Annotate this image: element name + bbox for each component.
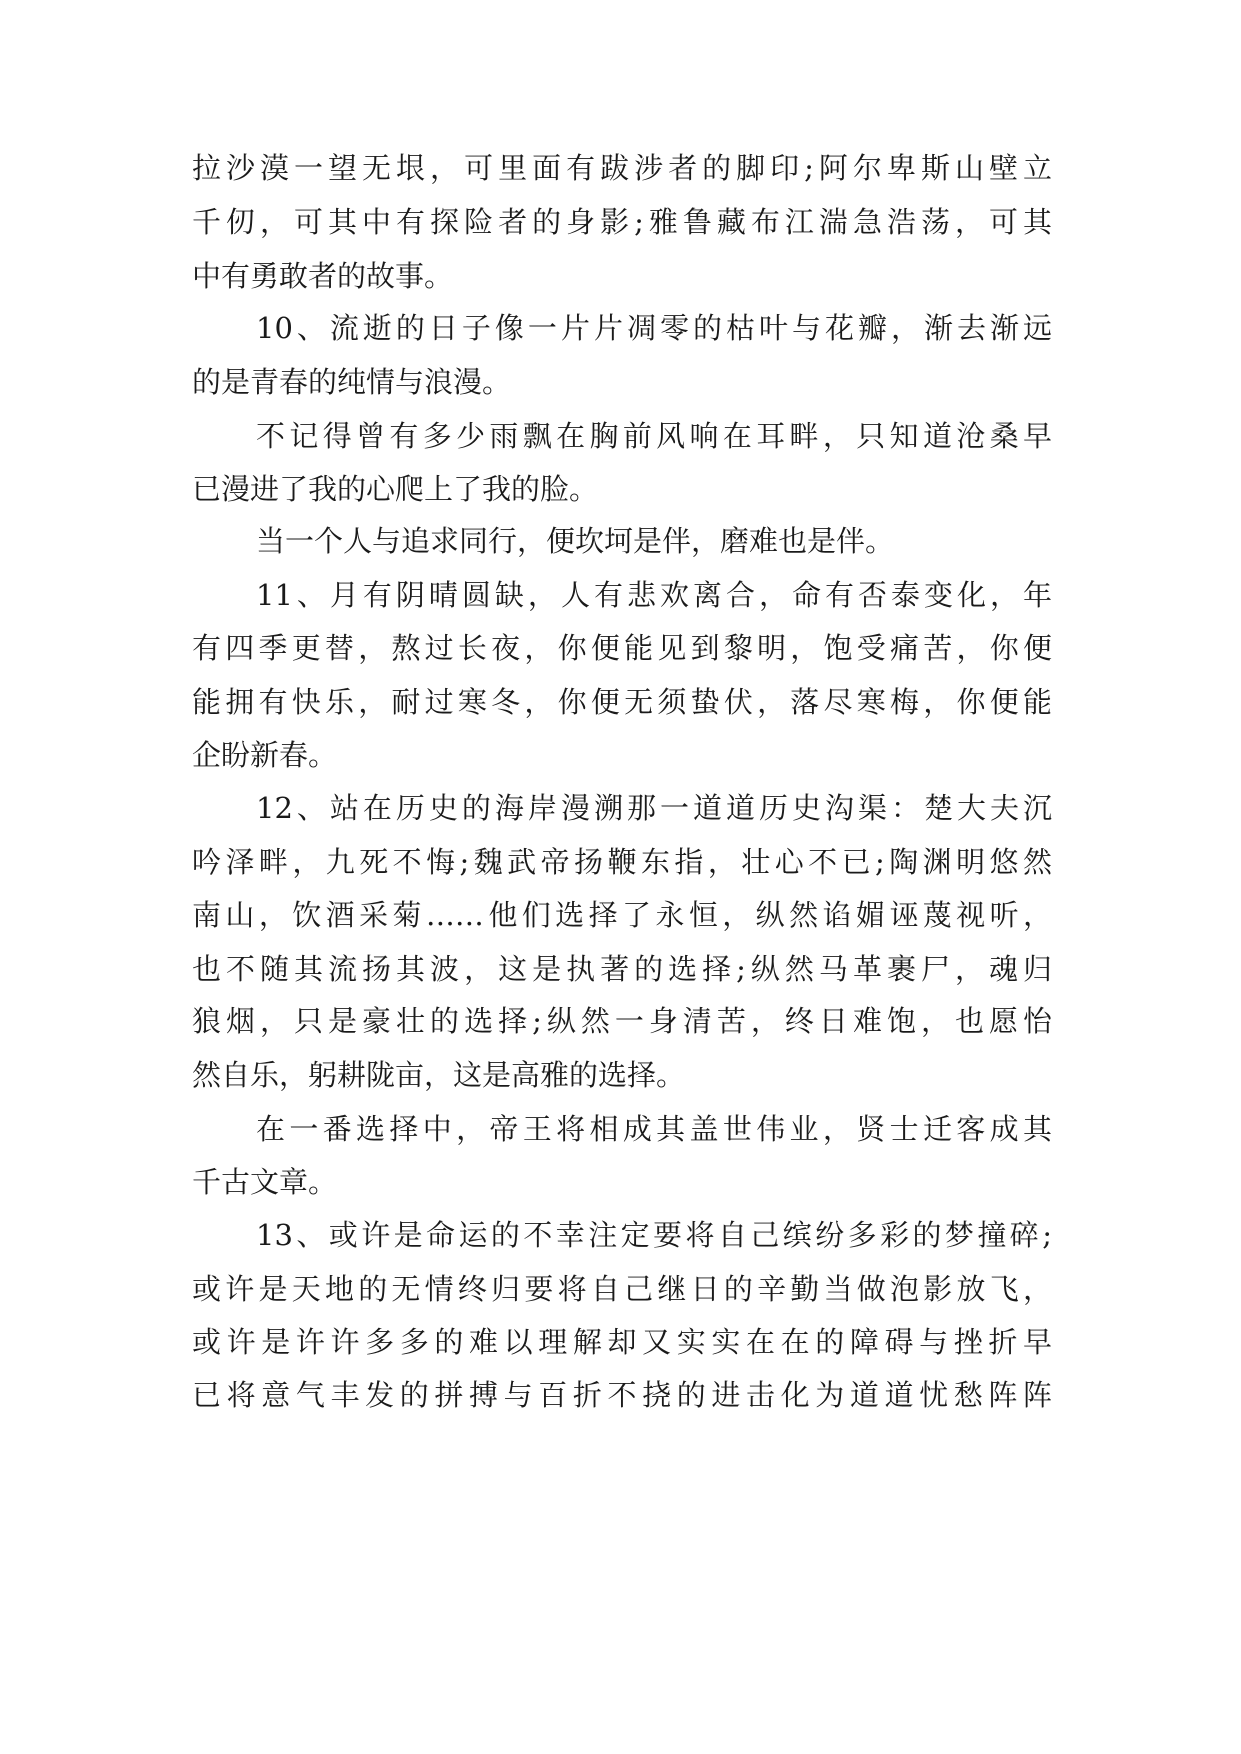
text-line: 已将意气丰发的拼搏与百折不挠的进击化为道道忧愁阵阵 xyxy=(192,1378,1052,1412)
text-line: 13、或许是命运的不幸注定要将自己缤纷多彩的梦撞碎; xyxy=(256,1218,1052,1252)
text-line: 南山，饮酒采菊……他们选择了永恒，纵然谄媚诬蔑视听， xyxy=(192,898,1052,932)
text-line: 吟泽畔，九死不悔;魏武帝扬鞭东指，壮心不已;陶渊明悠然 xyxy=(192,845,1052,879)
text-line: 狼烟，只是豪壮的选择;纵然一身清苦，终日难饱，也愿怡 xyxy=(192,1004,1052,1038)
text-line: 也不随其流扬其波，这是执著的选择;纵然马革裹尸，魂归 xyxy=(192,952,1052,986)
text-line: 11、月有阴晴圆缺，人有悲欢离合，命有否泰变化，年 xyxy=(256,578,1052,612)
text-line: 12、站在历史的海岸漫溯那一道道历史沟渠：楚大夫沉 xyxy=(256,791,1052,825)
text-line: 拉沙漠一望无垠，可里面有跋涉者的脚印;阿尔卑斯山壁立 xyxy=(192,151,1052,185)
text-line: 或许是许许多多的难以理解却又实实在在的障碍与挫折早 xyxy=(192,1325,1052,1359)
text-line: 有四季更替，熬过长夜，你便能见到黎明，饱受痛苦，你便 xyxy=(192,631,1052,665)
text-line: 已漫进了我的心爬上了我的脸。 xyxy=(192,472,599,506)
text-line: 或许是天地的无情终归要将自己继日的辛勤当做泡影放飞， xyxy=(192,1272,1052,1306)
text-line: 不记得曾有多少雨飘在胸前风响在耳畔，只知道沧桑早 xyxy=(256,419,1052,453)
text-line: 能拥有快乐，耐过寒冬，你便无须蛰伏，落尽寒梅，你便能 xyxy=(192,685,1052,719)
text-line: 的是青春的纯情与浪漫。 xyxy=(192,365,512,399)
text-line: 在一番选择中，帝王将相成其盖世伟业，贤士迁客成其 xyxy=(256,1112,1052,1146)
text-line: 10、流逝的日子像一片片凋零的枯叶与花瓣，渐去渐远 xyxy=(256,311,1052,345)
text-line: 中有勇敢者的故事。 xyxy=(192,259,454,293)
text-line: 千古文章。 xyxy=(192,1165,338,1199)
text-line: 当一个人与追求同行，便坎坷是伴，磨难也是伴。 xyxy=(256,524,895,558)
text-line: 千仞，可其中有探险者的身影;雅鲁藏布江湍急浩荡，可其 xyxy=(192,205,1052,239)
text-line: 企盼新春。 xyxy=(192,738,338,772)
text-line: 然自乐，躬耕陇亩，这是高雅的选择。 xyxy=(192,1058,686,1092)
